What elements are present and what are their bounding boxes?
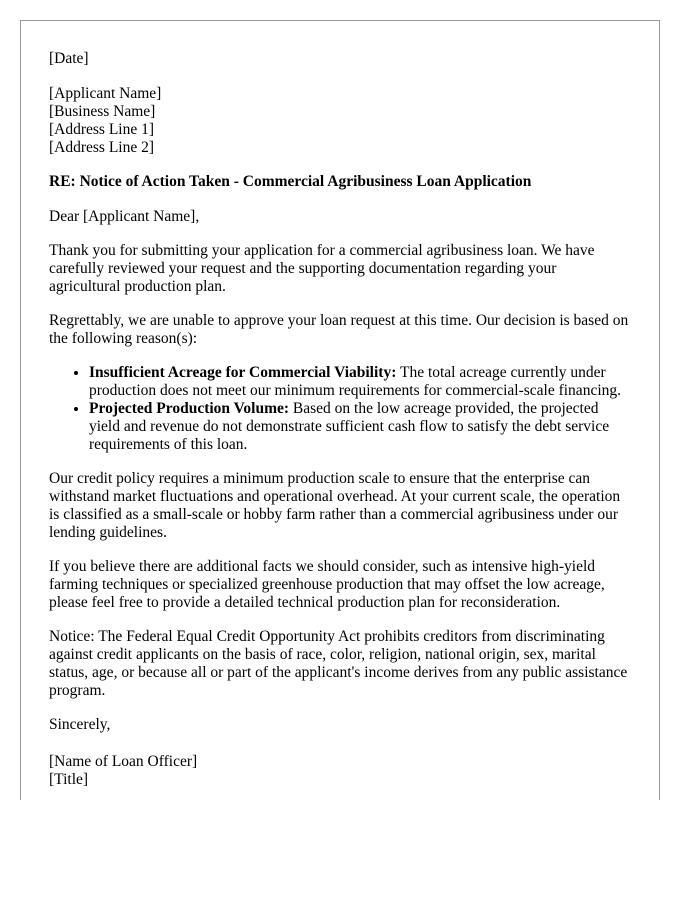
letter-document (20, 20, 660, 800)
loan-officer-name: [Name of Loan Officer] (49, 753, 198, 770)
recipient-name: [Applicant Name] (49, 85, 162, 102)
denial-reason-item (89, 364, 631, 400)
denial-reason-text: Based on the low acreage provided, the projected yield and revenue do not demonstrate sufficient cash flow to satisfy the debt service requirements of this loan. (89, 400, 610, 453)
signature-block (49, 753, 631, 789)
closing: Sincerely, (49, 716, 111, 733)
recipient-address-line-1: [Address Line 1] (49, 121, 155, 138)
decision-paragraph: Regrettably, we are unable to approve your loan request at this time. Our decision is based on the following reason(s): (49, 312, 629, 347)
intro-paragraph: Thank you for submitting your application for a commercial agribusiness loan. We have carefully reviewed your request and the supporting documentation regarding your agricultural production plan. (49, 242, 595, 295)
recipient-address-line-2: [Address Line 2] (49, 139, 155, 156)
recipient-business-name: [Business Name] (49, 103, 156, 120)
letter-subject: RE: Notice of Action Taken - Commercial Agribusiness Loan Application (49, 173, 532, 190)
letter-date: [Date] (49, 50, 89, 67)
denial-reason-text: The total acreage currently under production does not meet our minimum requirements for commercial-scale financing. (89, 364, 622, 399)
denial-reason-item (89, 400, 631, 454)
denial-reason-title: Insufficient Acreage for Commercial Viability: (89, 364, 397, 381)
ecoa-notice: Notice: The Federal Equal Credit Opportunity Act prohibits creditors from discriminating against credit applicants on the basis of race, color, religion, national origin, sex, marital status, age, or because all or part of the applicant's income derives from any public assistance program. (49, 628, 628, 699)
loan-officer-title: [Title] (49, 771, 89, 788)
recipient-address-block (49, 85, 631, 157)
credit-policy-paragraph: Our credit policy requires a minimum production scale to ensure that the enterprise can withstand market fluctuations and operational overhead. At your current scale, the operation is classified as a small-scale or hobby farm rather than a commercial agribusiness under our lending guidelines. (49, 470, 621, 541)
reconsideration-paragraph: If you believe there are additional facts we should consider, such as intensive high-yield farming techniques or specialized greenhouse production that may offset the low acreage, please feel free to provide a detailed technical production plan for reconsideration. (49, 558, 605, 611)
denial-reasons-list (49, 364, 631, 454)
denial-reason-title: Projected Production Volume: (89, 400, 290, 417)
salutation: Dear [Applicant Name], (49, 208, 200, 225)
